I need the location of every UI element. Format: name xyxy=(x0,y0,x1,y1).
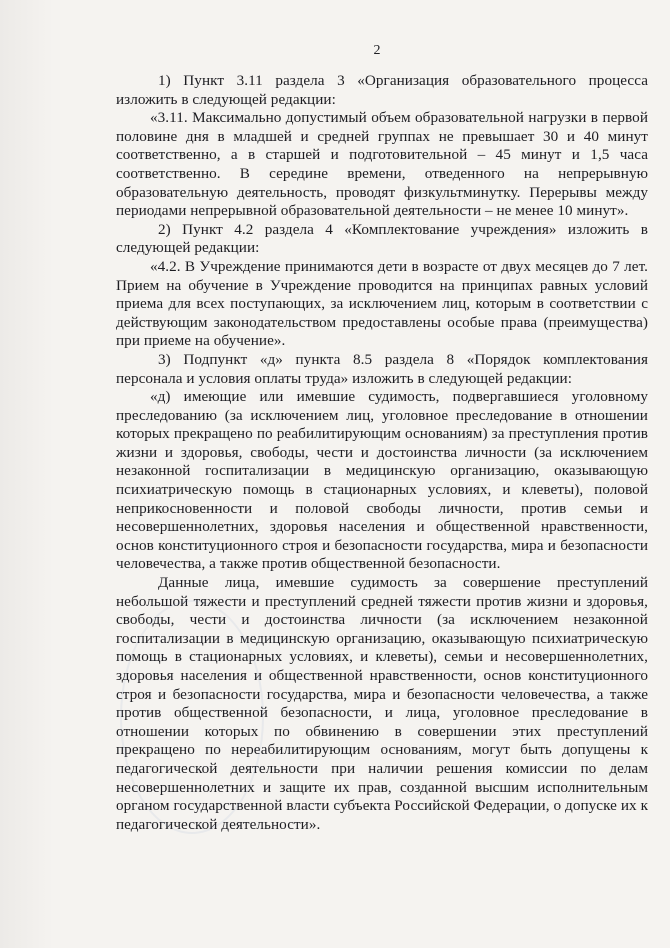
paragraph-item1-text: «3.11. Максимально допустимый объем образовательной нагрузки в первой половине дня в младшей и средней группах не превышает 30 и 40 минут соответственно, а в старшей и подготовительной – 45 минут и 1,5 часа соответственно. В середине времени, отведенного на непрерывную образовательную деятельность, проводят физкультминутку. Перерывы между периодами непрерывной образовательной деятельности – не менее 10 минут». xyxy=(116,109,648,220)
paragraph-item3-text-2: Данные лица, имевшие судимость за совершение преступлений небольшой тяжести и преступлений средней тяжести против жизни и здоровья, свободы, чести и достоинства личности (за исключением незаконной госпитализации в медицинскую организацию, оказывающую психиатрическую помощь в стационарных условиях, и клеветы), семьи и несовершеннолетних, здоровья населения и общественной нравственности, основ конституционного строя и безопасности государства, мира и безопасности человечества, а также против общественной безопасности, и лица, уголовное преследование в отношении которых по обвинению в совершении этих преступлений прекращено по нереабилитирующим основаниям, могут быть допущены к педагогической деятельности при наличии решения комиссии по делам несовершеннолетних и защите их прав, созданной высшим исполнительным органом государственной власти субъекта Российской Федерации, о допуске их к педагогической деятельности». xyxy=(116,574,648,833)
page-number: 2 xyxy=(373,43,381,58)
paragraph-item3-text: «д) имеющие или имевшие судимость, подвергавшиеся уголовному преследованию (за исключением лиц, уголовное преследование в отношении которых прекращено по реабилитирующим основаниям) за преступления против жизни и здоровья, свободы, чести и достоинства личности (за исключением незаконной госпитализации в медицинскую организацию, оказывающую психиатрическую помощь в стационарных условиях, и клеветы), половой неприкосновенности и половой свободы личности, против семьи и несовершеннолетних, здоровья населения и общественной нравственности, основ конституционного строя и безопасности государства, мира и безопасности человечества, а также против общественной безопасности. xyxy=(116,388,648,573)
paragraph-item2-text: «4.2. В Учреждение принимаются дети в возрасте от двух месяцев до 7 лет. Прием на обучение в Учреждение проводится на принципах равных условий приема для всех поступающих, за исключением лиц, которым в соответствии с действующим законодательством предоставлены особые права (преимущества) при приеме на обучение». xyxy=(116,257,648,350)
paragraph-item1-intro: 1) Пункт 3.11 раздела 3 «Организация образовательного процесса изложить в следующей редакции: xyxy=(116,72,648,108)
paragraph-item2-intro: 2) Пункт 4.2 раздела 4 «Комплектование учреждения» изложить в следующей редакции: xyxy=(116,220,648,257)
paragraph-item3-intro: 3) Подпункт «д» пункта 8.5 раздела 8 «Порядок комплектования персонала и условия оплаты труда» изложить в следующей редакции: xyxy=(116,350,648,387)
document-body xyxy=(116,72,648,834)
